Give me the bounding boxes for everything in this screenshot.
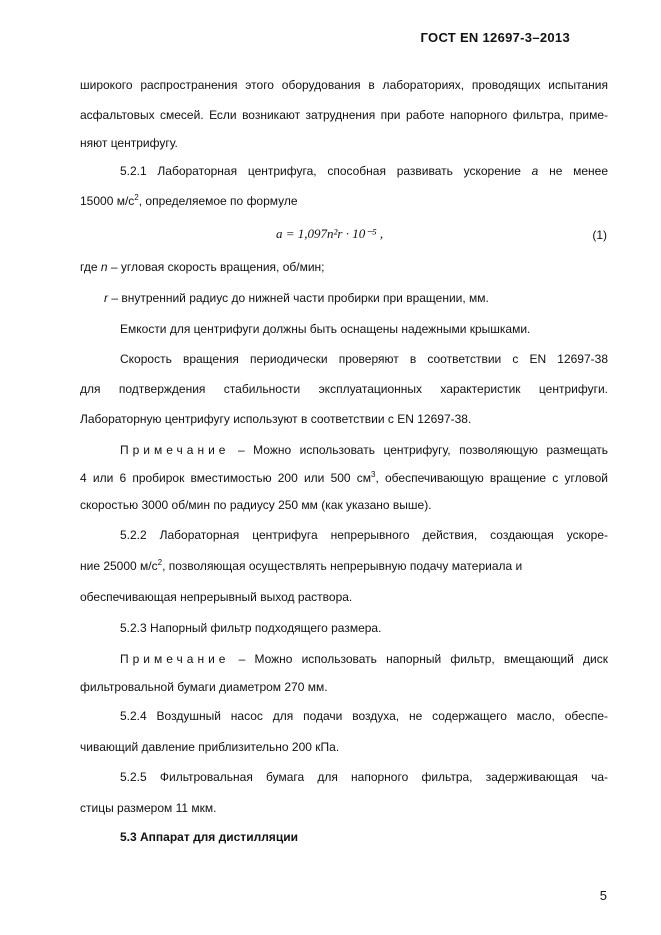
superscript: 2 (134, 193, 139, 202)
formula-lhs: a (276, 226, 283, 241)
variable-r: r (104, 291, 108, 305)
text-fragment: – угловая скорость вращения, об/мин; (110, 260, 325, 274)
text-fragment: где (80, 260, 98, 274)
text-fragment: , позволяющая осуществлять непрерывную подачу материала и (162, 559, 523, 573)
note-line (120, 443, 608, 457)
superscript: 3 (371, 470, 376, 479)
text-fragment: – внутренний радиус до нижней части пробирки при вращении, мм. (111, 291, 489, 305)
text-line (80, 471, 608, 485)
text-line: фильтровальной бумаги диаметром 270 мм. (80, 680, 328, 694)
clause-5-2-3: 5.2.3 Напорный фильтр подходящего размера. (120, 621, 382, 635)
formula (276, 226, 383, 242)
formula-number: (1) (592, 228, 607, 242)
note-line (120, 652, 608, 666)
text-line: асфальтовых смесей. Если возникают затруднения при работе напорного фильтра, приме- (80, 108, 608, 122)
text-fragment: , определяемое по формуле (138, 194, 298, 208)
text-fragment: не менее (549, 164, 608, 178)
section-heading: 5.3 Аппарат для дистилляции (120, 830, 298, 844)
variable-n: n (100, 260, 108, 274)
text-line: чивающий давление приблизительно 200 кПа. (80, 740, 340, 754)
text-line: для подтверждения стабильности эксплуатационных характеристик центрифуги. (80, 382, 608, 396)
text-line: стицы размером 11 мкм. (80, 801, 217, 815)
clause-5-2-1 (120, 164, 608, 178)
standard-header: ГОСТ EN 12697-3–2013 (420, 30, 570, 45)
note-label: Примечание (120, 443, 230, 457)
superscript: 2 (157, 558, 163, 567)
text-fragment: ние 25000 м/с (80, 559, 158, 573)
text-line: скоростью 3000 об/мин по радиусу 250 мм (как указано выше). (80, 498, 432, 512)
clause-5-2-2: 5.2.2 Лабораторная центрифуга непрерывного действия, создающая ускоре- (120, 528, 608, 542)
note-label: Примечание (120, 652, 230, 666)
text-line: няют центрифугу. (80, 136, 178, 150)
formula-rhs: = 1,097n²r · 10⁻⁵ , (285, 226, 384, 241)
text-fragment: 5.2.1 Лабораторная центрифуга, способная развивать ускорение (120, 164, 521, 178)
text-fragment: – Можно использовать центрифугу, позволяющую размещать (237, 443, 608, 457)
text-line (104, 291, 608, 305)
text-fragment: – Можно использовать напорный фильтр, вмещающий диск (238, 652, 608, 666)
text-line: обеспечивающая непрерывный выход раствора. (80, 590, 353, 604)
text-line: Лабораторную центрифугу используют в соответствии с EN 12697-38. (80, 412, 472, 426)
text-fragment: 15000 м/с (80, 194, 135, 208)
text-line: Скорость вращения периодически проверяют в соответствии с EN 12697-38 (120, 352, 608, 366)
text-fragment: , обеспечивающую вращение с угловой (375, 471, 608, 485)
text-line (80, 260, 608, 274)
text-line (80, 194, 608, 208)
variable-a: a (531, 164, 539, 178)
text-line: широкого распространения этого оборудования в лабораториях, проводящих испытания (80, 78, 608, 92)
text-fragment: 4 или 6 пробирок вместимостью 200 или 500 см (80, 471, 372, 485)
clause-5-2-4: 5.2.4 Воздушный насос для подачи воздуха, не содержащего масло, обеспе- (120, 709, 608, 723)
page-number: 5 (599, 888, 607, 903)
text-line (80, 559, 608, 573)
clause-5-2-5: 5.2.5 Фильтровальная бумага для напорного фильтра, задерживающая ча- (120, 770, 608, 784)
text-line: Емкости для центрифуги должны быть оснащены надежными крышками. (120, 322, 531, 336)
